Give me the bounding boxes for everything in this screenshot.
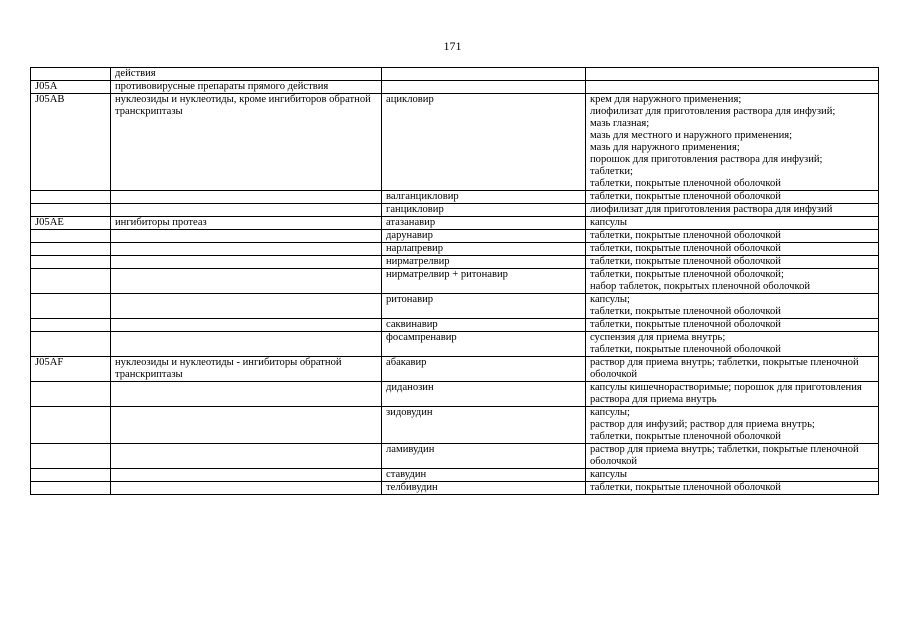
dosage-forms-cell [586, 217, 879, 230]
atc-code-cell: J05AB [31, 94, 111, 191]
atc-code-cell [31, 243, 111, 256]
table-row [31, 191, 879, 204]
dosage-form: таблетки, покрытые пленочной оболочкой [590, 178, 781, 189]
dosage-forms-cell [586, 230, 879, 243]
dosage-form: капсулы; [590, 294, 630, 305]
dosage-form: капсулы; [590, 407, 630, 418]
dosage-form: таблетки, покрытые пленочной оболочкой [590, 230, 781, 241]
dosage-form: таблетки, покрытые пленочной оболочкой [590, 243, 781, 254]
pharm-group-cell [111, 332, 382, 357]
pharm-group-cell [111, 469, 382, 482]
pharm-group-cell [111, 191, 382, 204]
atc-code-cell [31, 269, 111, 294]
dosage-forms-cell [586, 68, 879, 81]
page-number: 171 [443, 39, 462, 53]
table-row [31, 357, 879, 382]
dosage-forms-cell [586, 81, 879, 94]
dosage-forms-cell [586, 269, 879, 294]
dosage-form: раствор для инфузий; раствор для приема внутрь; [590, 419, 815, 430]
dosage-forms-cell [586, 444, 879, 469]
drug-name-cell: нирматрелвир + ритонавир [382, 269, 586, 294]
dosage-form: лиофилизат для приготовления раствора для инфузий [590, 204, 833, 215]
dosage-form: капсулы [590, 469, 628, 480]
drug-name-cell: нирматрелвир [382, 256, 586, 269]
dosage-forms-cell [586, 482, 879, 495]
pharm-group-cell [111, 256, 382, 269]
dosage-form: таблетки; [590, 166, 633, 177]
dosage-form: раствор для приема внутрь; таблетки, покрытые пленочной оболочкой [590, 357, 859, 380]
pharm-group-cell [111, 294, 382, 319]
table-row [31, 269, 879, 294]
dosage-form: таблетки, покрытые пленочной оболочкой [590, 482, 781, 493]
pharm-group-cell: действия [111, 68, 382, 81]
dosage-forms-cell [586, 382, 879, 407]
atc-code-cell [31, 68, 111, 81]
dosage-form: крем для наружного применения; [590, 94, 742, 105]
drug-name-cell [382, 68, 586, 81]
atc-code-cell [31, 482, 111, 495]
table-row [31, 407, 879, 444]
drug-name-cell: валганцикловир [382, 191, 586, 204]
pharm-group-cell [111, 319, 382, 332]
table-row [31, 256, 879, 269]
drug-name-cell: ламивудин [382, 444, 586, 469]
drug-name-cell: фосампренавир [382, 332, 586, 357]
dosage-forms-cell [586, 332, 879, 357]
atc-code-cell [31, 469, 111, 482]
table-body [31, 68, 879, 495]
drug-name-cell: абакавир [382, 357, 586, 382]
atc-code-cell [31, 204, 111, 217]
dosage-form: таблетки, покрытые пленочной оболочкой [590, 306, 781, 317]
dosage-form: суспензия для приема внутрь; [590, 332, 726, 343]
pharm-group-cell [111, 444, 382, 469]
table-row [31, 204, 879, 217]
pharm-group-cell [111, 482, 382, 495]
dosage-forms-cell [586, 243, 879, 256]
dosage-forms-cell [586, 469, 879, 482]
dosage-form: мазь для местного и наружного применения; [590, 130, 793, 141]
drug-name-cell: дарунавир [382, 230, 586, 243]
drug-name-cell: ацикловир [382, 94, 586, 191]
dosage-forms-cell [586, 191, 879, 204]
atc-code-cell [31, 382, 111, 407]
pharm-group-cell [111, 230, 382, 243]
drug-name-cell: ритонавир [382, 294, 586, 319]
table-row [31, 230, 879, 243]
drug-name-cell: ганцикловир [382, 204, 586, 217]
atc-code-cell: J05AE [31, 217, 111, 230]
atc-code-cell [31, 407, 111, 444]
drug-table [30, 67, 879, 495]
dosage-form: таблетки, покрытые пленочной оболочкой [590, 431, 781, 442]
table-row [31, 243, 879, 256]
dosage-form: капсулы [590, 217, 628, 228]
dosage-form: мазь для наружного применения; [590, 142, 740, 153]
drug-name-cell: телбивудин [382, 482, 586, 495]
dosage-form: мазь глазная; [590, 118, 650, 129]
dosage-forms-cell [586, 294, 879, 319]
table-row [31, 81, 879, 94]
dosage-form: порошок для приготовления раствора для инфузий; [590, 154, 823, 165]
drug-name-cell [382, 81, 586, 94]
dosage-form: раствор для приема внутрь; таблетки, покрытые пленочной оболочкой [590, 444, 859, 467]
table-row [31, 382, 879, 407]
atc-code-cell [31, 319, 111, 332]
pharm-group-cell: нуклеозиды и нуклеотиды - ингибиторы обратной транскриптазы [111, 357, 382, 382]
dosage-form: таблетки, покрытые пленочной оболочкой [590, 256, 781, 267]
pharm-group-cell [111, 204, 382, 217]
dosage-form: таблетки, покрытые пленочной оболочкой [590, 191, 781, 202]
dosage-forms-cell [586, 407, 879, 444]
pharm-group-cell [111, 382, 382, 407]
dosage-forms-cell [586, 204, 879, 217]
table-row [31, 482, 879, 495]
atc-code-cell [31, 332, 111, 357]
dosage-forms-cell [586, 94, 879, 191]
dosage-forms-cell [586, 256, 879, 269]
table-row [31, 319, 879, 332]
dosage-forms-cell [586, 319, 879, 332]
pharm-group-cell: противовирусные препараты прямого действия [111, 81, 382, 94]
table-row [31, 444, 879, 469]
dosage-form: таблетки, покрытые пленочной оболочкой [590, 344, 781, 355]
pharm-group-cell: нуклеозиды и нуклеотиды, кроме ингибиторов обратной транскриптазы [111, 94, 382, 191]
table-row [31, 68, 879, 81]
dosage-form: набор таблеток, покрытых пленочной оболочкой [590, 281, 811, 292]
drug-name-cell: диданозин [382, 382, 586, 407]
drug-name-cell: саквинавир [382, 319, 586, 332]
drug-name-cell: атазанавир [382, 217, 586, 230]
atc-code-cell: J05A [31, 81, 111, 94]
dosage-form: лиофилизат для приготовления раствора для инфузий; [590, 106, 836, 117]
pharm-group-cell [111, 243, 382, 256]
drug-name-cell: ставудин [382, 469, 586, 482]
table-row [31, 94, 879, 191]
atc-code-cell: J05AF [31, 357, 111, 382]
dosage-form: таблетки, покрытые пленочной оболочкой [590, 319, 781, 330]
drug-name-cell: зидовудин [382, 407, 586, 444]
atc-code-cell [31, 256, 111, 269]
table-row [31, 332, 879, 357]
table-row [31, 469, 879, 482]
atc-code-cell [31, 230, 111, 243]
pharm-group-cell [111, 269, 382, 294]
atc-code-cell [31, 294, 111, 319]
table-row [31, 217, 879, 230]
atc-code-cell [31, 444, 111, 469]
pharm-group-cell: ингибиторы протеаз [111, 217, 382, 230]
dosage-forms-cell [586, 357, 879, 382]
dosage-form: капсулы кишечнорастворимые; порошок для приготовления раствора для приема внутрь [590, 382, 862, 405]
atc-code-cell [31, 191, 111, 204]
dosage-form: таблетки, покрытые пленочной оболочкой; [590, 269, 784, 280]
drug-name-cell: нарлапревир [382, 243, 586, 256]
table-row [31, 294, 879, 319]
pharm-group-cell [111, 407, 382, 444]
